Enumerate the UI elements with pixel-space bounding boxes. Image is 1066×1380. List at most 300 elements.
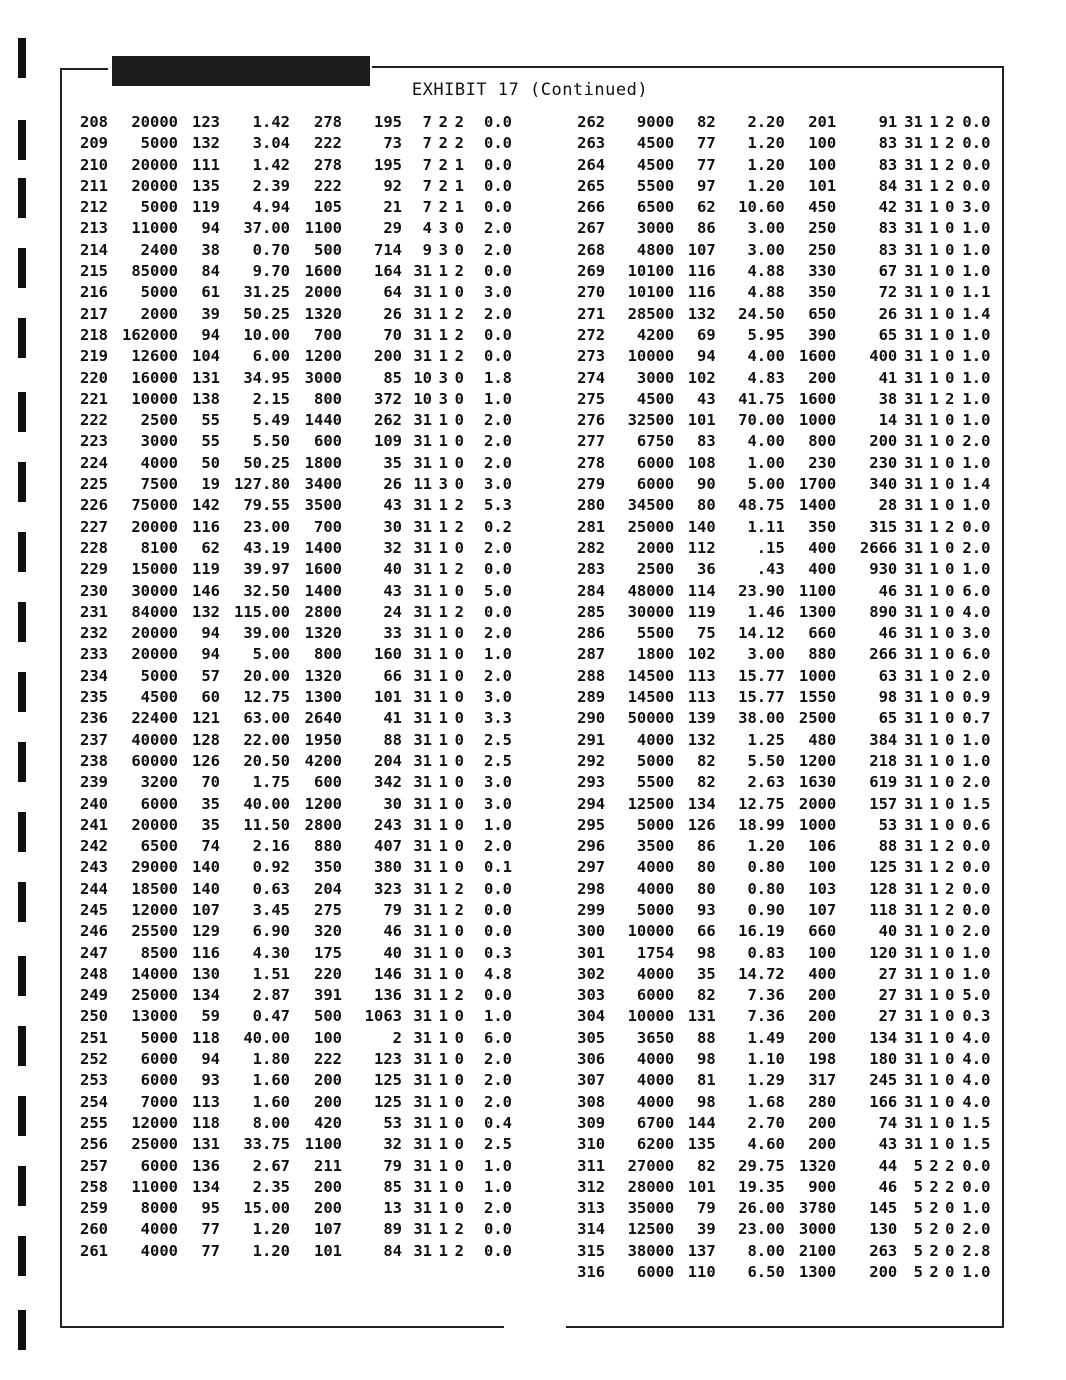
- table-row: [556, 133, 1002, 154]
- table-cell: 60000: [131, 751, 178, 770]
- table-cell: 2: [929, 1199, 939, 1218]
- table-cell: 6.90: [252, 922, 290, 941]
- table-cell: 1: [438, 1092, 448, 1111]
- table-cell: 1: [929, 325, 939, 344]
- table-cell: 195: [374, 155, 402, 174]
- table-cell: 400: [869, 347, 898, 366]
- table-cell: 6.0: [962, 581, 991, 600]
- table-cell: 0: [454, 389, 464, 408]
- table-cell: 306: [577, 1050, 606, 1069]
- table-cell: 200: [314, 1199, 342, 1218]
- table-cell: 31: [413, 730, 432, 749]
- table-cell: 0: [945, 325, 955, 344]
- table-cell: 5.95: [747, 325, 785, 344]
- table-cell: 137: [687, 1241, 716, 1260]
- table-cell: 136: [374, 986, 402, 1005]
- table-cell: 31: [904, 432, 923, 451]
- table-cell: 0: [454, 837, 464, 856]
- table-cell: 31: [904, 240, 923, 259]
- table-cell: 261: [80, 1241, 108, 1260]
- table-cell: 31: [904, 538, 923, 557]
- table-cell: 800: [314, 389, 342, 408]
- table-cell: 1: [929, 240, 939, 259]
- table-cell: 31: [904, 666, 923, 685]
- table-cell: 1: [929, 666, 939, 685]
- table-cell: 1: [929, 176, 939, 195]
- table-cell: 38.00: [738, 709, 785, 728]
- binder-mark: [18, 882, 26, 922]
- table-cell: 0.0: [484, 879, 512, 898]
- table-cell: 2: [438, 198, 448, 217]
- table-cell: 31: [904, 645, 923, 664]
- table-cell: 134: [687, 794, 716, 813]
- table-cell: 1: [438, 1071, 448, 1090]
- table-cell: 24: [383, 602, 402, 621]
- table-cell: 2: [454, 134, 464, 153]
- table-cell: 100: [808, 155, 837, 174]
- table-row: [556, 176, 1002, 197]
- table-cell: 10000: [627, 347, 675, 366]
- table-cell: 0: [945, 1050, 955, 1069]
- table-cell: 0: [945, 560, 955, 579]
- table-cell: 219: [80, 347, 108, 366]
- table-cell: 20000: [131, 815, 178, 834]
- table-cell: 1.5: [962, 794, 991, 813]
- table-cell: 31: [413, 517, 432, 536]
- binder-mark: [18, 178, 26, 218]
- table-cell: 230: [80, 581, 108, 600]
- table-cell: 1: [438, 666, 448, 685]
- table-cell: 350: [808, 517, 837, 536]
- table-row: [66, 623, 512, 644]
- table-cell: 1: [438, 858, 448, 877]
- table-cell: 2500: [798, 709, 837, 728]
- table-cell: 218: [869, 751, 898, 770]
- table-cell: 31: [413, 943, 432, 962]
- table-cell: 2500: [140, 411, 178, 430]
- table-cell: 31: [904, 411, 923, 430]
- table-cell: 0: [945, 1071, 955, 1090]
- table-cell: 0: [454, 538, 464, 557]
- table-cell: 23.00: [738, 1220, 785, 1239]
- table-cell: 5000: [636, 751, 675, 770]
- table-cell: 38: [878, 389, 898, 408]
- table-cell: 2: [392, 1028, 402, 1047]
- table-cell: 0: [454, 624, 464, 643]
- table-cell: 50: [201, 453, 220, 472]
- table-row: [66, 1177, 512, 1198]
- table-cell: 66: [383, 666, 402, 685]
- table-cell: 1: [454, 155, 464, 174]
- table-cell: 12500: [627, 1220, 675, 1239]
- table-cell: 31: [904, 560, 923, 579]
- table-cell: 2.0: [484, 219, 512, 238]
- table-row: [556, 517, 1002, 538]
- table-cell: 31: [904, 688, 923, 707]
- table-cell: 5: [913, 1177, 923, 1196]
- table-cell: 107: [808, 900, 837, 919]
- table-cell: 98: [878, 688, 898, 707]
- table-row: [556, 921, 1002, 942]
- table-cell: 79.55: [243, 496, 290, 515]
- table-cell: 307: [577, 1071, 606, 1090]
- table-cell: 311: [577, 1156, 606, 1175]
- table-cell: 233: [80, 645, 108, 664]
- table-cell: 4.88: [747, 262, 785, 281]
- table-row: [66, 410, 512, 431]
- table-cell: 2: [945, 113, 955, 131]
- table-cell: 6.50: [747, 1263, 785, 1282]
- table-cell: 0.0: [962, 1156, 991, 1175]
- table-row: [556, 581, 1002, 602]
- table-cell: 1600: [304, 560, 342, 579]
- table-cell: 2.0: [484, 240, 512, 259]
- binder-mark: [18, 38, 26, 78]
- table-cell: 101: [687, 1177, 716, 1196]
- table-cell: 245: [80, 900, 108, 919]
- table-cell: 200: [374, 347, 402, 366]
- table-cell: 320: [314, 922, 342, 941]
- table-cell: 46: [878, 1177, 898, 1196]
- table-cell: 31: [413, 666, 432, 685]
- table-cell: 5000: [636, 900, 675, 919]
- table-cell: 1: [929, 1028, 939, 1047]
- table-cell: 1300: [304, 688, 342, 707]
- table-cell: 6.0: [484, 1028, 512, 1047]
- table-cell: 275: [577, 389, 606, 408]
- table-cell: 5.49: [252, 411, 290, 430]
- table-cell: 2: [454, 325, 464, 344]
- table-row: [66, 1113, 512, 1134]
- table-cell: 251: [80, 1028, 108, 1047]
- table-cell: 0: [945, 283, 955, 302]
- table-cell: 2.0: [962, 538, 991, 557]
- table-cell: 86: [697, 219, 716, 238]
- table-cell: 40: [383, 560, 402, 579]
- table-cell: 62: [697, 198, 716, 217]
- table-cell: 5000: [140, 283, 178, 302]
- table-cell: 0: [945, 304, 955, 323]
- table-cell: 12600: [131, 347, 178, 366]
- table-cell: 46: [383, 922, 402, 941]
- table-cell: 400: [808, 560, 837, 579]
- table-cell: 3780: [798, 1199, 837, 1218]
- table-cell: 9000: [636, 113, 675, 131]
- table-cell: 95: [201, 1199, 220, 1218]
- table-cell: 63: [878, 666, 898, 685]
- table-cell: 4.8: [484, 964, 512, 983]
- table-cell: 100: [808, 943, 837, 962]
- table-cell: 2.0: [484, 1199, 512, 1218]
- table-cell: 31: [904, 1028, 923, 1047]
- table-cell: 2.0: [962, 773, 991, 792]
- table-cell: 31: [904, 368, 923, 387]
- table-cell: 600: [314, 773, 342, 792]
- table-cell: 40.00: [243, 794, 290, 813]
- table-cell: 7500: [140, 475, 178, 494]
- table-cell: 372: [374, 389, 402, 408]
- table-cell: 24.50: [738, 304, 785, 323]
- table-cell: 2000: [304, 283, 342, 302]
- table-cell: 1.0: [962, 496, 991, 515]
- table-cell: 272: [577, 325, 606, 344]
- table-cell: 1: [929, 538, 939, 557]
- table-cell: 2: [945, 879, 955, 898]
- table-cell: 260: [80, 1220, 108, 1239]
- table-row: [556, 474, 1002, 495]
- table-cell: 6000: [636, 986, 675, 1005]
- table-cell: 2: [454, 113, 464, 131]
- table-cell: 1550: [798, 688, 837, 707]
- table-cell: 10000: [627, 922, 675, 941]
- table-cell: 134: [869, 1028, 898, 1047]
- table-cell: 31: [904, 581, 923, 600]
- table-cell: 15.77: [738, 666, 785, 685]
- table-cell: 3.0: [484, 794, 512, 813]
- table-cell: 1: [929, 837, 939, 856]
- table-cell: 2.0: [484, 837, 512, 856]
- table-cell: 2.16: [252, 837, 290, 856]
- table-cell: 79: [383, 900, 402, 919]
- table-cell: 0.0: [484, 986, 512, 1005]
- table-cell: 160: [374, 645, 402, 664]
- table-cell: 1: [929, 943, 939, 962]
- table-cell: 1: [438, 645, 448, 664]
- table-cell: 1: [929, 602, 939, 621]
- table-cell: 2: [945, 134, 955, 153]
- table-cell: 108: [687, 453, 716, 472]
- table-cell: 11: [413, 475, 432, 494]
- table-cell: 0.0: [484, 922, 512, 941]
- table-cell: 31: [904, 475, 923, 494]
- table-row: [66, 261, 512, 282]
- table-cell: 1.0: [484, 389, 512, 408]
- table-row: [66, 581, 512, 602]
- table-cell: 2.0: [484, 453, 512, 472]
- table-cell: 1440: [304, 411, 342, 430]
- table-cell: 90: [697, 475, 716, 494]
- table-cell: 100: [808, 134, 837, 153]
- table-cell: 16000: [131, 368, 178, 387]
- table-cell: 2.0: [962, 432, 991, 451]
- table-cell: 308: [577, 1092, 606, 1111]
- table-cell: 85: [383, 1177, 402, 1196]
- table-cell: 0.0: [484, 262, 512, 281]
- table-cell: 89: [383, 1220, 402, 1239]
- table-cell: 1: [438, 1007, 448, 1026]
- table-cell: 263: [577, 134, 606, 153]
- table-cell: 1: [438, 496, 448, 515]
- table-row: [556, 304, 1002, 325]
- table-cell: 240: [80, 794, 108, 813]
- frame-border: [372, 66, 1002, 68]
- table-cell: 271: [577, 304, 606, 323]
- table-cell: 0.0: [962, 517, 991, 536]
- table-cell: 35000: [627, 1199, 675, 1218]
- binder-mark: [18, 1096, 26, 1136]
- table-cell: 113: [192, 1092, 220, 1111]
- table-cell: 20000: [131, 155, 178, 174]
- table-cell: 31: [904, 517, 923, 536]
- table-cell: .43: [756, 560, 785, 579]
- table-cell: 44: [878, 1156, 898, 1175]
- table-cell: 3: [438, 475, 448, 494]
- table-cell: 1.25: [747, 730, 785, 749]
- table-cell: 390: [808, 325, 837, 344]
- table-row: [556, 346, 1002, 367]
- table-cell: 27: [878, 1007, 898, 1026]
- table-cell: 0: [945, 475, 955, 494]
- table-cell: 2.0: [962, 1220, 991, 1239]
- table-cell: 4500: [140, 688, 178, 707]
- table-cell: 1: [438, 432, 448, 451]
- table-cell: 31: [904, 858, 923, 877]
- table-cell: 39: [201, 304, 220, 323]
- table-cell: 23.00: [243, 517, 290, 536]
- table-cell: 101: [374, 688, 402, 707]
- table-cell: 0: [945, 730, 955, 749]
- table-cell: 31: [413, 262, 432, 281]
- table-cell: 1.60: [252, 1092, 290, 1111]
- table-cell: 31: [904, 198, 923, 217]
- table-cell: 4000: [636, 879, 675, 898]
- table-cell: 1.0: [962, 262, 991, 281]
- table-cell: 3200: [140, 773, 178, 792]
- table-cell: 257: [80, 1156, 108, 1175]
- table-cell: 134: [192, 986, 220, 1005]
- table-cell: 3.00: [747, 645, 785, 664]
- table-cell: 34500: [627, 496, 675, 515]
- table-cell: 4: [422, 219, 432, 238]
- table-cell: 31: [904, 113, 923, 131]
- table-cell: 92: [383, 176, 402, 195]
- table-cell: 1: [929, 283, 939, 302]
- table-cell: 27000: [627, 1156, 675, 1175]
- frame-border: [566, 1326, 1004, 1328]
- table-cell: 0.47: [252, 1007, 290, 1026]
- table-cell: 1: [438, 624, 448, 643]
- table-cell: 126: [192, 751, 220, 770]
- table-cell: 2.39: [252, 176, 290, 195]
- table-row: [66, 1006, 512, 1027]
- table-cell: 111: [192, 155, 220, 174]
- table-cell: 280: [808, 1092, 837, 1111]
- table-cell: 227: [80, 517, 108, 536]
- table-cell: 1.0: [962, 411, 991, 430]
- table-cell: 31: [413, 837, 432, 856]
- table-cell: 2: [945, 1156, 955, 1175]
- table-cell: 1.0: [962, 347, 991, 366]
- table-cell: 7: [422, 134, 432, 153]
- table-cell: 245: [869, 1071, 898, 1090]
- table-row: [556, 431, 1002, 452]
- table-cell: 1: [438, 879, 448, 898]
- table-cell: 223: [80, 432, 108, 451]
- table-cell: 2: [945, 858, 955, 877]
- table-cell: 1320: [798, 1156, 837, 1175]
- table-cell: 0: [454, 1113, 464, 1132]
- table-cell: 83: [878, 219, 898, 238]
- table-cell: 2.0: [484, 304, 512, 323]
- left-column: [66, 112, 512, 1262]
- table-cell: 20.50: [243, 751, 290, 770]
- table-cell: 2.87: [252, 986, 290, 1005]
- table-cell: 0: [454, 1007, 464, 1026]
- table-row: [66, 943, 512, 964]
- table-row: [66, 155, 512, 176]
- table-cell: 31: [904, 837, 923, 856]
- table-cell: 0.0: [484, 560, 512, 579]
- table-cell: 0.80: [747, 879, 785, 898]
- table-row: [66, 1241, 512, 1262]
- table-cell: 2.0: [484, 432, 512, 451]
- table-cell: 0.0: [484, 113, 512, 131]
- table-cell: 9: [422, 240, 432, 259]
- table-cell: 1: [438, 943, 448, 962]
- table-cell: 288: [577, 666, 606, 685]
- table-row: [66, 1049, 512, 1070]
- table-cell: 31: [413, 964, 432, 983]
- table-cell: 31: [413, 453, 432, 472]
- table-cell: 222: [80, 411, 108, 430]
- table-cell: 1: [438, 1156, 448, 1175]
- table-cell: 6.0: [962, 645, 991, 664]
- table-cell: 35: [201, 815, 220, 834]
- table-cell: 12000: [131, 1113, 178, 1132]
- table-cell: 91: [878, 113, 898, 131]
- table-cell: 290: [577, 709, 606, 728]
- table-cell: 114: [687, 581, 716, 600]
- table-row: [556, 197, 1002, 218]
- table-cell: 3.04: [252, 134, 290, 153]
- table-cell: 700: [314, 325, 342, 344]
- table-cell: 4.88: [747, 283, 785, 302]
- table-cell: 32500: [627, 411, 675, 430]
- table-cell: 116: [192, 943, 220, 962]
- table-cell: 2.0: [484, 666, 512, 685]
- table-cell: 116: [687, 283, 716, 302]
- table-cell: 0: [945, 645, 955, 664]
- table-cell: 30000: [627, 602, 675, 621]
- table-cell: 25000: [627, 517, 675, 536]
- table-cell: 4500: [636, 134, 675, 153]
- table-cell: 1: [438, 837, 448, 856]
- table-cell: 0: [454, 453, 464, 472]
- table-cell: 82: [697, 773, 716, 792]
- table-cell: 2: [929, 1263, 939, 1282]
- table-cell: 25000: [131, 1135, 178, 1154]
- table-cell: 1: [438, 922, 448, 941]
- table-cell: 31: [413, 751, 432, 770]
- table-cell: 1: [438, 1050, 448, 1069]
- table-cell: 200: [808, 1135, 837, 1154]
- table-cell: 77: [201, 1241, 220, 1260]
- table-cell: 1.0: [962, 219, 991, 238]
- table-cell: 69: [697, 325, 716, 344]
- table-cell: 2: [438, 113, 448, 131]
- table-cell: 243: [80, 858, 108, 877]
- table-row: [556, 666, 1002, 687]
- table-cell: 132: [687, 304, 716, 323]
- table-cell: 100: [314, 1028, 342, 1047]
- table-cell: 0: [945, 1135, 955, 1154]
- table-cell: 600: [314, 432, 342, 451]
- table-cell: 340: [869, 475, 898, 494]
- table-row: [556, 1262, 1002, 1283]
- table-cell: 31: [904, 134, 923, 153]
- frame-border: [1002, 66, 1004, 1328]
- table-cell: 195: [374, 113, 402, 131]
